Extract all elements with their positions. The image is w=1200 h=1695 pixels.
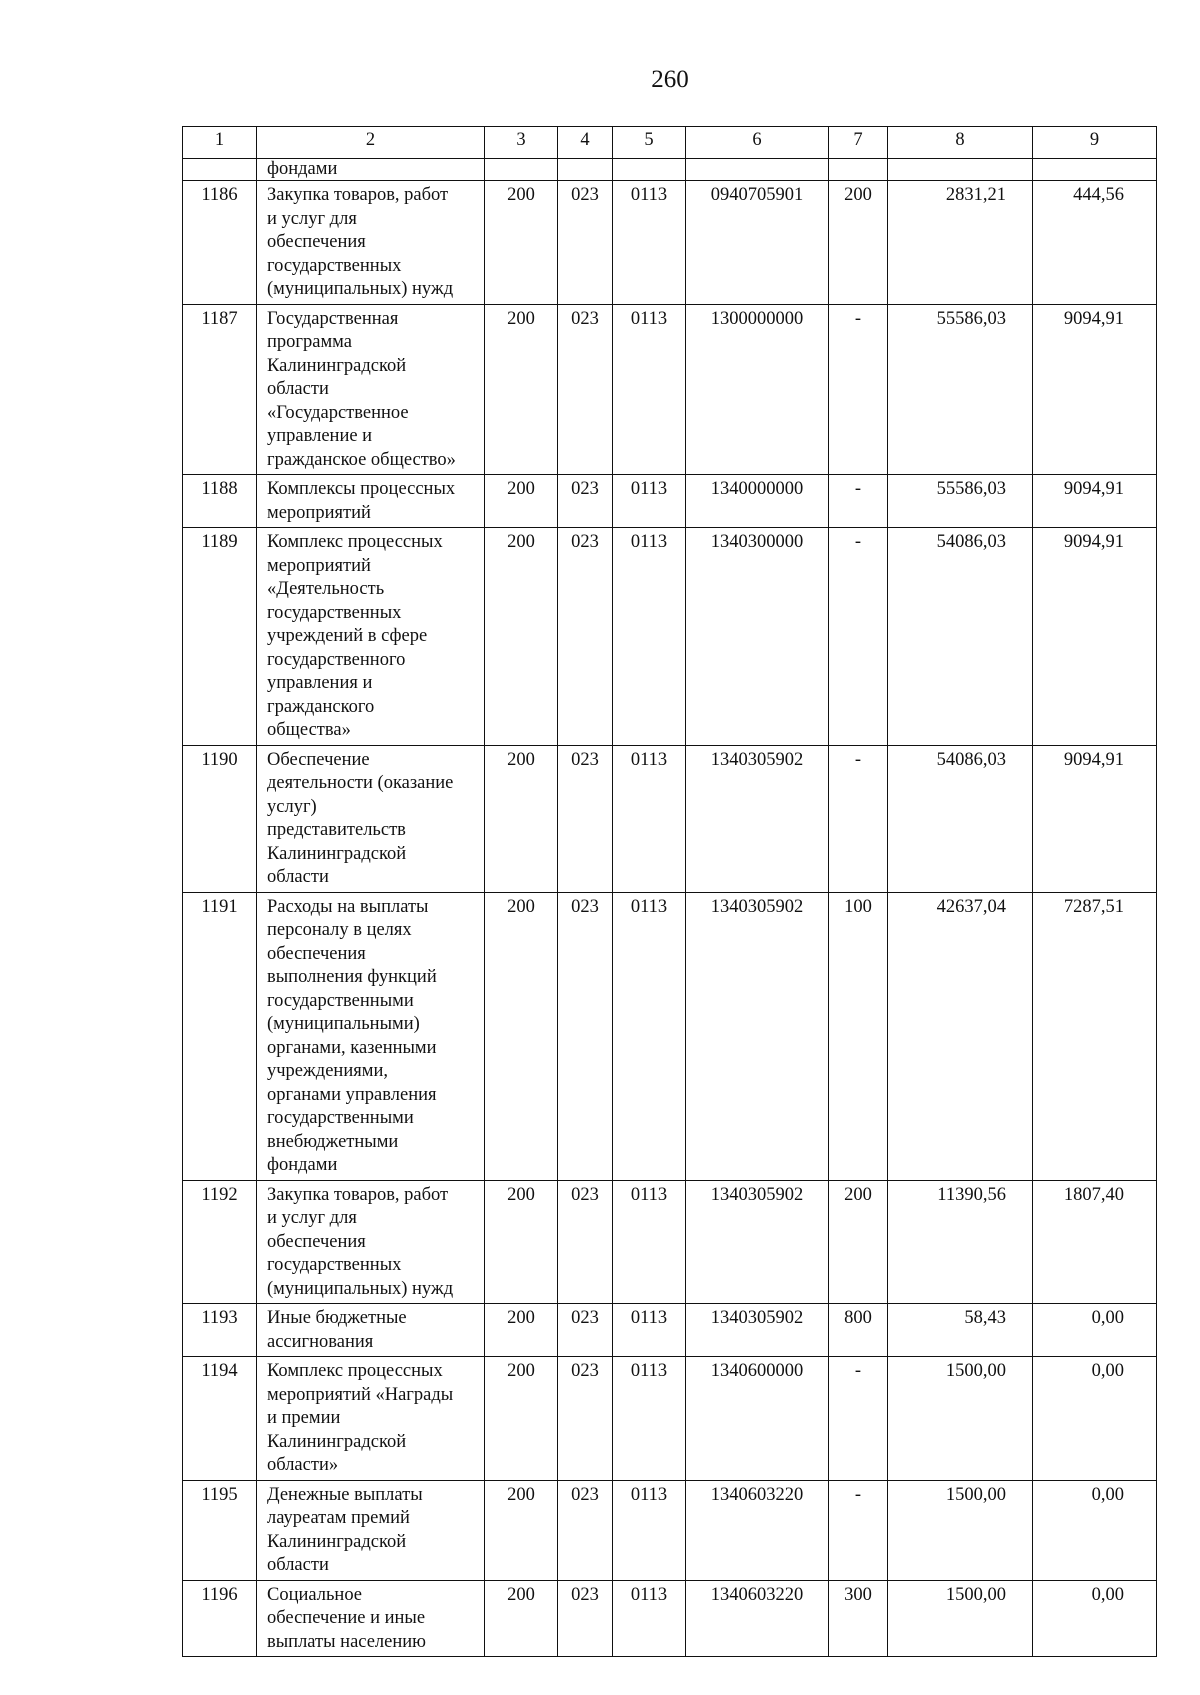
header-cell: 8 <box>888 127 1033 159</box>
target-article-cell: 1340603220 <box>686 1480 829 1580</box>
ministry-code-cell: 023 <box>558 1580 613 1657</box>
target-article-cell <box>686 159 829 181</box>
amount-secondary-cell: 7287,51 <box>1033 892 1157 1180</box>
header-cell: 5 <box>613 127 686 159</box>
chapter-code-cell: 200 <box>485 1304 558 1357</box>
ministry-code-cell: 023 <box>558 1304 613 1357</box>
amount-cell <box>888 159 1033 181</box>
row-name-cell: Закупка товаров, работ и услуг для обеспечения государственных (муниципальных) нужд <box>257 1180 485 1304</box>
row-number-cell: 1188 <box>183 475 257 528</box>
chapter-code-cell: 200 <box>485 528 558 746</box>
section-code-cell: 0113 <box>613 1580 686 1657</box>
page-number: 260 <box>651 66 689 93</box>
amount-cell: 55586,03 <box>888 304 1033 475</box>
amount-cell: 54086,03 <box>888 745 1033 892</box>
target-article-cell: 1340305902 <box>686 1180 829 1304</box>
expense-type-cell: - <box>829 1480 888 1580</box>
amount-cell: 11390,56 <box>888 1180 1033 1304</box>
chapter-code-cell: 200 <box>485 181 558 305</box>
target-article-cell: 1300000000 <box>686 304 829 475</box>
table-row <box>183 181 1157 305</box>
expense-type-cell: 200 <box>829 181 888 305</box>
target-article-cell: 1340305902 <box>686 745 829 892</box>
amount-cell: 58,43 <box>888 1304 1033 1357</box>
expense-type-cell: - <box>829 528 888 746</box>
amount-secondary-cell <box>1033 159 1157 181</box>
amount-cell: 55586,03 <box>888 475 1033 528</box>
target-article-cell: 0940705901 <box>686 181 829 305</box>
target-article-cell: 1340000000 <box>686 475 829 528</box>
chapter-code-cell <box>485 159 558 181</box>
target-article-cell: 1340603220 <box>686 1580 829 1657</box>
table-row <box>183 1480 1157 1580</box>
amount-secondary-cell: 1807,40 <box>1033 1180 1157 1304</box>
row-name-cell: Комплекс процессных мероприятий «Деятельность государственных учреждений в сфере государственного управления и гражданского общества» <box>257 528 485 746</box>
section-code-cell: 0113 <box>613 1304 686 1357</box>
amount-secondary-cell: 0,00 <box>1033 1480 1157 1580</box>
table-row <box>183 528 1157 746</box>
header-cell: 4 <box>558 127 613 159</box>
amount-cell: 1500,00 <box>888 1480 1033 1580</box>
ministry-code-cell: 023 <box>558 475 613 528</box>
header-cell: 6 <box>686 127 829 159</box>
row-number-cell: 1193 <box>183 1304 257 1357</box>
header-cell: 9 <box>1033 127 1157 159</box>
ministry-code-cell: 023 <box>558 181 613 305</box>
header-cell: 3 <box>485 127 558 159</box>
section-code-cell: 0113 <box>613 1480 686 1580</box>
section-code-cell: 0113 <box>613 1180 686 1304</box>
expense-type-cell: - <box>829 1357 888 1481</box>
section-code-cell: 0113 <box>613 304 686 475</box>
row-number-cell <box>183 159 257 181</box>
ministry-code-cell: 023 <box>558 1480 613 1580</box>
ministry-code-cell: 023 <box>558 1180 613 1304</box>
ministry-code-cell <box>558 159 613 181</box>
header-cell: 7 <box>829 127 888 159</box>
row-number-cell: 1195 <box>183 1480 257 1580</box>
target-article-cell: 1340305902 <box>686 1304 829 1357</box>
expense-type-cell: 200 <box>829 1180 888 1304</box>
table-header-row <box>183 127 1157 159</box>
ministry-code-cell: 023 <box>558 304 613 475</box>
table-row <box>183 745 1157 892</box>
amount-secondary-cell: 9094,91 <box>1033 528 1157 746</box>
section-code-cell: 0113 <box>613 892 686 1180</box>
chapter-code-cell: 200 <box>485 1180 558 1304</box>
amount-secondary-cell: 0,00 <box>1033 1357 1157 1481</box>
budget-table <box>182 126 1157 1657</box>
amount-secondary-cell: 444,56 <box>1033 181 1157 305</box>
amount-secondary-cell: 0,00 <box>1033 1580 1157 1657</box>
chapter-code-cell: 200 <box>485 1357 558 1481</box>
chapter-code-cell: 200 <box>485 475 558 528</box>
target-article-cell: 1340305902 <box>686 892 829 1180</box>
row-name-cell: фондами <box>257 159 485 181</box>
amount-secondary-cell: 9094,91 <box>1033 304 1157 475</box>
chapter-code-cell: 200 <box>485 1480 558 1580</box>
row-name-cell: Денежные выплаты лауреатам премий Калининградской области <box>257 1480 485 1580</box>
header-cell: 2 <box>257 127 485 159</box>
chapter-code-cell: 200 <box>485 1580 558 1657</box>
section-code-cell: 0113 <box>613 1357 686 1481</box>
row-number-cell: 1191 <box>183 892 257 1180</box>
row-number-cell: 1192 <box>183 1180 257 1304</box>
section-code-cell: 0113 <box>613 528 686 746</box>
row-number-cell: 1194 <box>183 1357 257 1481</box>
expense-type-cell: 800 <box>829 1304 888 1357</box>
amount-secondary-cell: 9094,91 <box>1033 475 1157 528</box>
amount-cell: 1500,00 <box>888 1580 1033 1657</box>
ministry-code-cell: 023 <box>558 892 613 1180</box>
table-row <box>183 892 1157 1180</box>
expense-type-cell: 100 <box>829 892 888 1180</box>
row-number-cell: 1186 <box>183 181 257 305</box>
header-cell: 1 <box>183 127 257 159</box>
expense-type-cell <box>829 159 888 181</box>
ministry-code-cell: 023 <box>558 528 613 746</box>
row-name-cell: Комплексы процессных мероприятий <box>257 475 485 528</box>
ministry-code-cell: 023 <box>558 745 613 892</box>
target-article-cell: 1340300000 <box>686 528 829 746</box>
table-row <box>183 1580 1157 1657</box>
target-article-cell: 1340600000 <box>686 1357 829 1481</box>
table-row <box>183 475 1157 528</box>
expense-type-cell: 300 <box>829 1580 888 1657</box>
amount-cell: 54086,03 <box>888 528 1033 746</box>
section-code-cell: 0113 <box>613 475 686 528</box>
expense-type-cell: - <box>829 475 888 528</box>
expense-type-cell: - <box>829 304 888 475</box>
row-name-cell: Государственная программа Калининградской области «Государственное управление и гражданское общество» <box>257 304 485 475</box>
row-name-cell: Расходы на выплаты персоналу в целях обеспечения выполнения функций государственными (муниципальными) органами, казенными учреждениями, органами управления государственными внебюджетными фондами <box>257 892 485 1180</box>
row-number-cell: 1189 <box>183 528 257 746</box>
row-name-cell: Закупка товаров, работ и услуг для обеспечения государственных (муниципальных) нужд <box>257 181 485 305</box>
section-code-cell: 0113 <box>613 181 686 305</box>
row-name-cell: Комплекс процессных мероприятий «Награды и премии Калининградской области» <box>257 1357 485 1481</box>
table-row <box>183 159 1157 181</box>
row-name-cell: Иные бюджетные ассигнования <box>257 1304 485 1357</box>
row-number-cell: 1190 <box>183 745 257 892</box>
amount-secondary-cell: 9094,91 <box>1033 745 1157 892</box>
row-number-cell: 1196 <box>183 1580 257 1657</box>
row-name-cell: Обеспечение деятельности (оказание услуг) представительств Калининградской области <box>257 745 485 892</box>
section-code-cell <box>613 159 686 181</box>
chapter-code-cell: 200 <box>485 745 558 892</box>
table-row <box>183 1304 1157 1357</box>
row-name-cell: Социальное обеспечение и иные выплаты населению <box>257 1580 485 1657</box>
table-row <box>183 304 1157 475</box>
amount-cell: 42637,04 <box>888 892 1033 1180</box>
amount-secondary-cell: 0,00 <box>1033 1304 1157 1357</box>
amount-cell: 2831,21 <box>888 181 1033 305</box>
chapter-code-cell: 200 <box>485 892 558 1180</box>
table-row <box>183 1180 1157 1304</box>
amount-cell: 1500,00 <box>888 1357 1033 1481</box>
table-body <box>183 127 1157 1657</box>
table-row <box>183 1357 1157 1481</box>
expense-type-cell: - <box>829 745 888 892</box>
section-code-cell: 0113 <box>613 745 686 892</box>
row-number-cell: 1187 <box>183 304 257 475</box>
ministry-code-cell: 023 <box>558 1357 613 1481</box>
chapter-code-cell: 200 <box>485 304 558 475</box>
